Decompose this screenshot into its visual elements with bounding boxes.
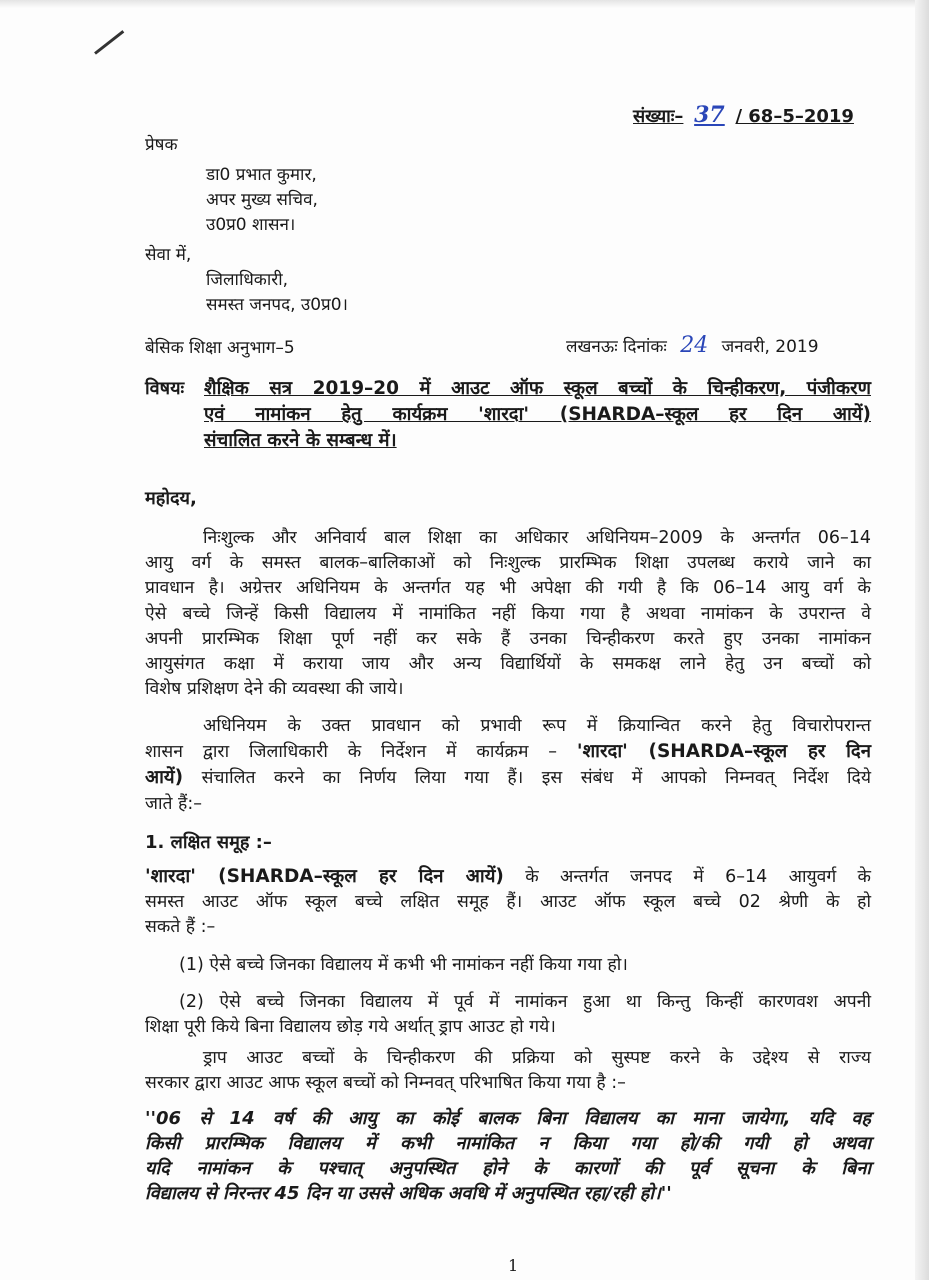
reference-handwritten-number: 37 (694, 102, 725, 128)
paragraph-sharda-decision (145, 714, 871, 817)
date-rest: जनवरी, 2019 (721, 337, 819, 357)
paragraph-line: अधिनियम के उक्त प्रावधान को प्रभावी रूप में क्रियान्वित करने हेतु विचारोपरान्त (203, 716, 871, 736)
subject-line: एवं नामांकन हेतु कार्यक्रम 'शारदा' (SHARDA–स्कूल हर दिन आयें) (204, 404, 871, 425)
quote-line: ''06 से 14 वर्ष की आयु का कोई बालक बिना विद्यालय का माना जायेगा, यदि वह (145, 1108, 871, 1129)
paragraph-definition-intro (145, 1046, 871, 1096)
date-handwritten-day: 24 (680, 333, 709, 358)
section-heading-target-group: 1. लक्षित समूह :– (145, 832, 272, 853)
recipient-label: सेवा में, (145, 245, 192, 265)
paragraph-line: प्रावधान है। अग्रेत्तर अधिनियम के अन्तर्गत यह भी अपेक्षा की गयी है कि 06–14 आयु वर्ग के (145, 578, 871, 599)
sender-designation: अपर मुख्य सचिव, (206, 190, 318, 210)
quote-line: यदि नामांकन के पश्चात् अनुपस्थित होने के कारणों की पूर्व सूचना के बिना (145, 1158, 871, 1179)
quote-line: किसी प्रारम्भिक विद्यालय में कभी नामांकित न किया गया हो/की गयी हो अथवा (145, 1133, 871, 1154)
salutation: महोदय, (145, 488, 197, 509)
paragraph-line: आयु वर्ग के समस्त बालक–बालिकाओं को निःशुल्क प्रारम्भिक शिक्षा उपलब्ध कराये जाने का (145, 553, 871, 574)
paragraph-line: ऐसे बच्चे जिन्हें किसी विद्यालय में नामांकित नहीं किया गया है अथवा नामांकन के उपरान्त वे (145, 603, 871, 624)
paragraph-line: सकते हैं :– (145, 917, 216, 938)
reference-prefix: संख्याः– (633, 106, 684, 127)
page-top-shadow (0, 0, 929, 8)
sender-office: उ0प्र0 शासन। (206, 215, 296, 235)
paragraph-line: आयुसंगत कक्षा में कराया जाय और अन्य विद्यार्थियों के समकक्ष लाने हेतु उन बच्चों को (145, 654, 871, 675)
reference-suffix: / 68–5–2019 (735, 106, 854, 127)
letter-date (566, 334, 819, 359)
pen-mark (94, 30, 124, 55)
reference-number (633, 103, 854, 129)
date-prefix: लखनऊः दिनांकः (566, 337, 667, 357)
paragraph-line: निःशुल्क और अनिवार्य बाल शिक्षा का अधिकार अधिनियम–2009 के अन्तर्गत 06–14 (203, 528, 871, 548)
paragraph-line: विशेष प्रशिक्षण देने की व्यवस्था की जाये। (145, 679, 404, 700)
paragraph-line: सरकार द्वारा आउट आफ स्कूल बच्चों को निम्नवत् परिभाषित किया गया है :– (145, 1073, 626, 1094)
subject-line: संचालित करने के सम्बन्ध में। (204, 430, 397, 451)
paragraph-text: शासन द्वारा जिलाधिकारी के निर्देशन में कार्यक्रम – (145, 742, 558, 763)
definition-quote (145, 1106, 871, 1206)
paragraph-line (145, 765, 871, 791)
subject-label: विषयः (145, 378, 185, 399)
paragraph-line: जाते हैं:– (145, 793, 202, 814)
subject-line: शैक्षिक सत्र 2019–20 में आउट ऑफ स्कूल बच्चों के चिन्हीकरण, पंजीकरण (204, 378, 871, 399)
program-name: 'शारदा' (SHARDA–स्कूल हर दिन आयें) (145, 866, 504, 887)
program-name: 'शारदा' (SHARDA–स्कूल हर दिन (576, 741, 871, 763)
paragraph-text: संचालित करने का निर्णय लिया गया हैं। इस संबंध में आपको निम्नवत् निर्देश दिये (201, 768, 871, 789)
quote-line: विद्यालय से निरन्तर 45 दिन या उससे अधिक अवधि में अनुपस्थित रहा/रही हो।'' (145, 1183, 672, 1204)
recipient-title: जिलाधिकारी, (206, 270, 289, 290)
subject-text (204, 376, 871, 454)
paragraph-line: ड्राप आउट बच्चों के चिन्हीकरण की प्रक्रिया को सुस्पष्ट करने के उद्देश्य से राज्य (203, 1048, 871, 1068)
paragraph-text: के अन्तर्गत जनपद में 6–14 आयुवर्ग के (525, 867, 871, 887)
paragraph-line: (2) ऐसे बच्चे जिनका विद्यालय में पूर्व में नामांकन हुआ था किन्तु किन्हीं कारणवश अपनी (179, 992, 871, 1012)
list-item-continuation: शिक्षा पूरी किये बिना विद्यालय छोड़ गये अर्थात् ड्राप आउट हो गये। (145, 1017, 556, 1037)
department: बेसिक शिक्षा अनुभाग–5 (145, 338, 295, 358)
list-item: (1) ऐसे बच्चे जिनका विद्यालय में कभी भी नामांकन नहीं किया गया हो। (179, 955, 628, 975)
paragraph-line: अपनी प्रारम्भिक शिक्षा पूर्ण नहीं कर सके हैं उनका चिन्हीकरण करते हुए उनका नामांकन (145, 628, 871, 649)
paragraph-target-group (145, 864, 871, 941)
page-edge-shadow (915, 0, 929, 1280)
paragraph-rte-provision (145, 526, 871, 702)
sender-name: डा0 प्रभात कुमार, (206, 165, 317, 185)
recipient-scope: समस्त जनपद, उ0प्र0। (206, 295, 348, 315)
paragraph-line (145, 864, 871, 890)
program-name-end: आयें) (145, 767, 184, 789)
sender-label: प्रेषक (145, 135, 178, 155)
paragraph-line: समस्त आउट ऑफ स्कूल बच्चे लक्षित समूह हैं। आउट ऑफ स्कूल बच्चे 02 श्रेणी के हो (145, 892, 871, 913)
paragraph-line (145, 739, 871, 765)
page-number: 1 (508, 1256, 519, 1275)
list-item (179, 990, 871, 1015)
